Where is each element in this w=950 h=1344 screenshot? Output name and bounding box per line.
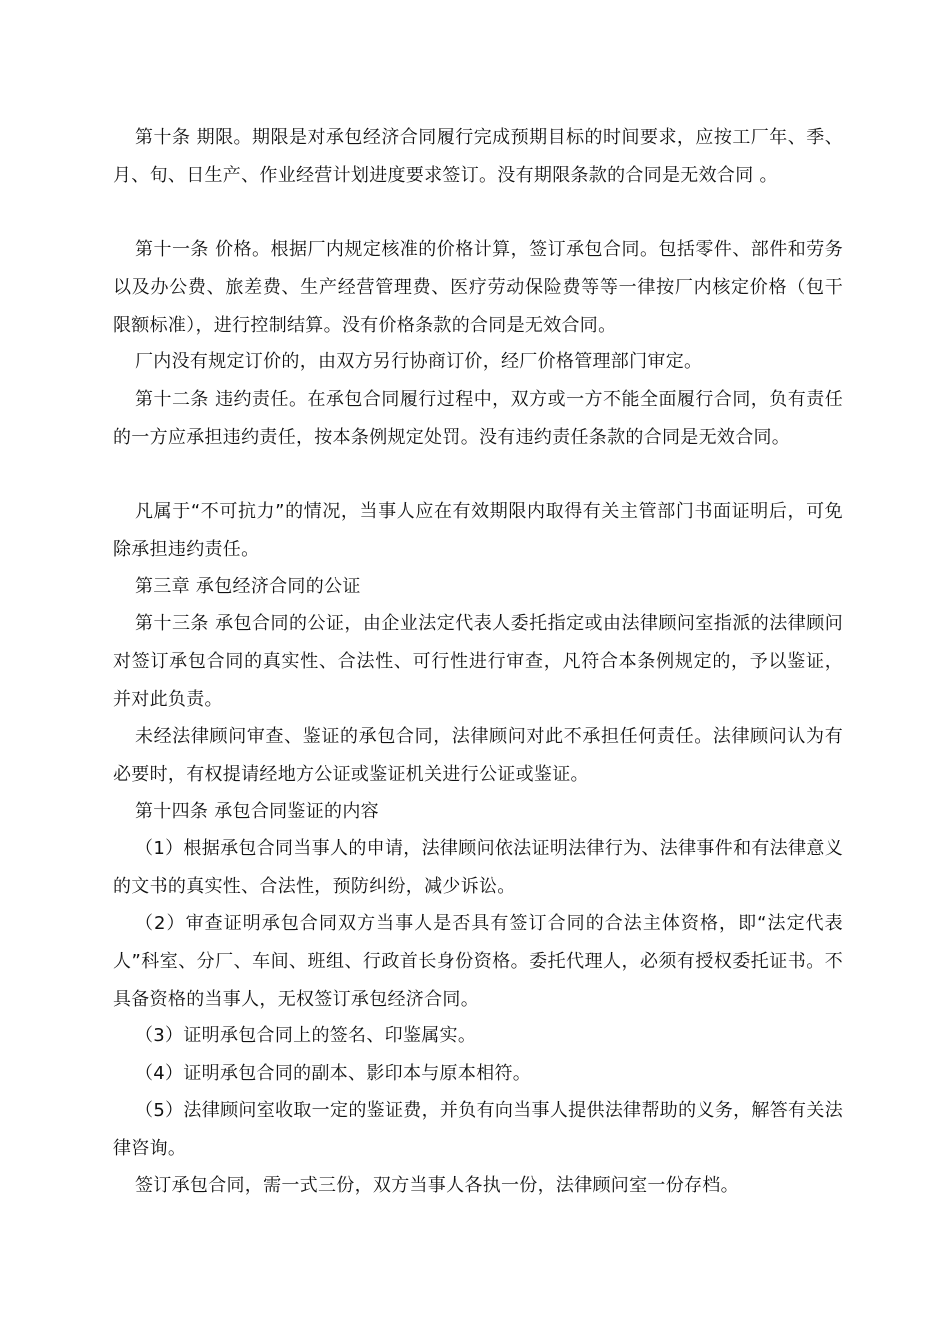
list-item-1: （1）根据承包合同当事人的申请，法律顾问依法证明法律行为、法律事件和有法律意义的文书的真实性、合法性，预防纠纷，减少诉讼。 [113, 838, 843, 897]
list-item-5: （5）法律顾问室收取一定的鉴证费，并负有向当事人提供法律帮助的义务，解答有关法律咨询。 [113, 1100, 843, 1159]
paragraph-article-11: 第十一条 价格。根据厂内规定核准的价格计算，签订承包合同。包括零件、部件和劳务以及办公费、旅差费、生产经营管理费、医疗劳动保险费等等一律按厂内核定价格（包干限额标准），进行控制结算。没有价格条款的合同是无效合同。 [113, 239, 843, 336]
paragraph-unverified-contracts: 未经法律顾问审查、鉴证的承包合同，法律顾问对此不承担任何责任。法律顾问认为有必要时，有权提请经地方公证或鉴证机关进行公证或鉴证。 [113, 726, 843, 785]
paragraph-signing-copies: 签订承包合同，需一式三份，双方当事人各执一份，法律顾问室一份存档。 [135, 1175, 739, 1196]
chapter-3-heading: 第三章 承包经济合同的公证 [135, 576, 361, 597]
paragraph-price-negotiation: 厂内没有规定订价的，由双方另行协商订价，经厂价格管理部门审定。 [135, 351, 703, 372]
list-item-4: （4）证明承包合同的副本、影印本与原本相符。 [135, 1063, 532, 1084]
paragraph-article-14: 第十四条 承包合同鉴证的内容 [135, 801, 379, 822]
list-item-2: （2）审查证明承包合同双方当事人是否具有签订合同的合法主体资格，即“法定代表人”科室、分厂、车间、班组、行政首长身份资格。委托代理人，必须有授权委托证书。不具备资格的当事人，无权签订承包经济合同。 [113, 913, 843, 1010]
list-item-3: （3）证明承包合同上的签名、印鉴属实。 [135, 1025, 477, 1046]
paragraph-article-12: 第十二条 违约责任。在承包合同履行过程中，双方或一方不能全面履行合同，负有责任的一方应承担违约责任，按本条例规定处罚。没有违约责任条款的合同是无效合同。 [113, 389, 843, 448]
paragraph-article-13: 第十三条 承包合同的公证，由企业法定代表人委托指定或由法律顾问室指派的法律顾问对签订承包合同的真实性、合法性、可行性进行审查，凡符合本条例规定的，予以鉴证，并对此负责。 [113, 613, 843, 710]
paragraph-force-majeure: 凡属于“不可抗力”的情况，当事人应在有效期限内取得有关主管部门书面证明后，可免除承担违约责任。 [113, 501, 843, 560]
paragraph-article-10: 第十条 期限。期限是对承包经济合同履行完成预期目标的时间要求，应按工厂年、季、月、旬、日生产、作业经营计划进度要求签订。没有期限条款的合同是无效合同 。 [113, 127, 843, 186]
